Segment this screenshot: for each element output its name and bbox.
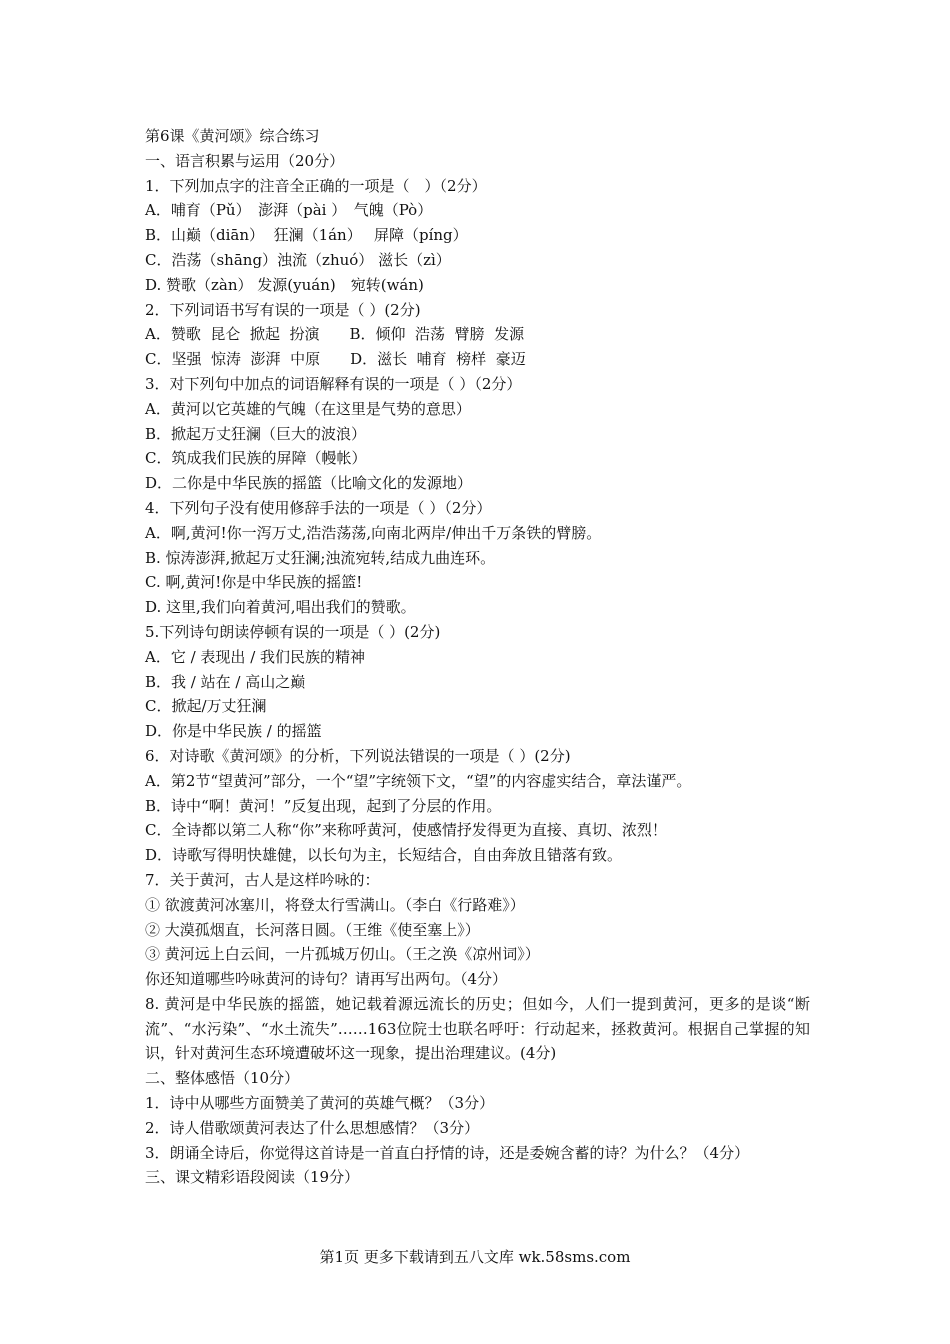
- option: A．黄河以它英雄的气魄（在这里是气势的意思）: [145, 399, 471, 418]
- poem-line: ① 欲渡黄河冰塞川，将登太行雪满山。（李白《行路难》）: [145, 895, 525, 914]
- poem-line: ③ 黄河远上白云间，一片孤城万仞山。（王之涣《凉州词》）: [145, 945, 540, 964]
- option: C. 啊,黄河!你是中华民族的摇篮!: [145, 573, 363, 592]
- page-title: 第6课《黄河颂》综合练习: [145, 127, 320, 145]
- question-prompt: 你还知道哪些吟咏黄河的诗句？请再写出两句。（4分）: [145, 970, 508, 989]
- section-heading: 二、整体感悟（10分）: [145, 1069, 300, 1088]
- option: B．山巅（diān） 狂澜（1án） 屏障（píng）: [145, 226, 468, 245]
- question-stem: 6．对诗歌《黄河颂》的分析，下列说法错误的一项是（ ）(2分): [145, 746, 571, 765]
- option: D．你是中华民族 / 的摇篮: [145, 722, 322, 741]
- option: C．坚强 惊涛 澎湃 中原 D．滋长 哺育 榜样 豪迈: [145, 350, 526, 369]
- option: B．诗中“啊！黄河！”反复出现，起到了分层的作用。: [145, 796, 502, 815]
- option: C．浩荡（shāng）浊流（zhuó） 滋长（zì）: [145, 250, 451, 269]
- option: C．掀起/万丈狂澜: [145, 697, 267, 716]
- question-stem: 2．诗人借歌颂黄河表达了什么思想感情？（3分）: [145, 1118, 480, 1137]
- page-footer: 第1页 更多下载请到五八文库 wk.58sms.com: [319, 1248, 631, 1266]
- question-stem: 3．对下列句中加点的词语解释有误的一项是（ ）（2分）: [145, 374, 522, 393]
- option: A．哺育（Pǔ） 澎湃（pài ） 气魄（Pò）: [145, 201, 433, 220]
- question-paragraph: 3．朗诵全诗后，你觉得这首诗是一首直白抒情的诗，还是委婉含蓄的诗？为什么？（4分）: [145, 1143, 750, 1162]
- question-paragraph: 8. 黄河是中华民族的摇篮，她记载着源远流长的历史；但如今，人们一提到黄河，更多的是谈“断流”、“水污染”、“水土流失”……163位院士也联名呼吁：行动起来，拯救黄河。根据自己掌握的知识，针对黄河生态环境遭破坏这一现象，提出治理建议。(4分): [145, 994, 810, 1063]
- option: D．二你是中华民族的摇篮（比喻文化的发源地）: [145, 474, 473, 493]
- question-stem: 1．诗中从哪些方面赞美了黄河的英雄气概？（3分）: [145, 1094, 495, 1113]
- section-heading: 一、语言积累与运用（20分）: [145, 151, 345, 170]
- section-heading: 三、课文精彩语段阅读（19分）: [145, 1168, 360, 1187]
- question-stem: 4．下列句子没有使用修辞手法的一项是（ ）（2分）: [145, 498, 492, 517]
- poem-line: ② 大漠孤烟直，长河落日圆。（王维《使至塞上》）: [145, 920, 480, 939]
- question-stem: 7．关于黄河，古人是这样吟咏的：: [145, 870, 380, 889]
- option: B．掀起万丈狂澜（巨大的波浪）: [145, 424, 367, 443]
- option: D．诗歌写得明快雄健，以长句为主，长短结合，自由奔放且错落有致。: [145, 846, 623, 865]
- option: C．全诗都以第二人称“你”来称呼黄河，使感情抒发得更为直接、真切、浓烈！: [145, 821, 667, 840]
- option: A．啊,黄河!你一泻万丈,浩浩荡荡,向南北两岸/伸出千万条铁的臂膀。: [145, 523, 602, 542]
- question-stem: 5.下列诗句朗读停顿有误的一项是（ ）(2分): [145, 622, 441, 641]
- option: B. 惊涛澎湃,掀起万丈狂澜;浊流宛转,结成九曲连环。: [145, 548, 496, 567]
- option: A．它 / 表现出 / 我们民族的精神: [145, 647, 366, 666]
- question-stem: 1．下列加点字的注音全正确的一项是（ ）（2分）: [145, 176, 487, 195]
- question-stem: 2．下列词语书写有误的一项是（ ）(2分): [145, 300, 421, 319]
- option: D. 赞歌（zàn） 发源(yuán) 宛转(wán): [145, 275, 424, 294]
- option: B．我 / 站在 / 高山之巅: [145, 672, 306, 691]
- option: A．第2节“望黄河”部分，一个“望”字统领下文，“望”的内容虚实结合，章法谨严。: [145, 771, 692, 790]
- option: D. 这里,我们向着黄河,唱出我们的赞歌。: [145, 598, 416, 617]
- option: A．赞歌 昆仑 掀起 扮演 B．倾仰 浩荡 臂膀 发源: [145, 325, 525, 344]
- option: C．筑成我们民族的屏障（幔帐）: [145, 449, 367, 468]
- document-body: [145, 124, 810, 1190]
